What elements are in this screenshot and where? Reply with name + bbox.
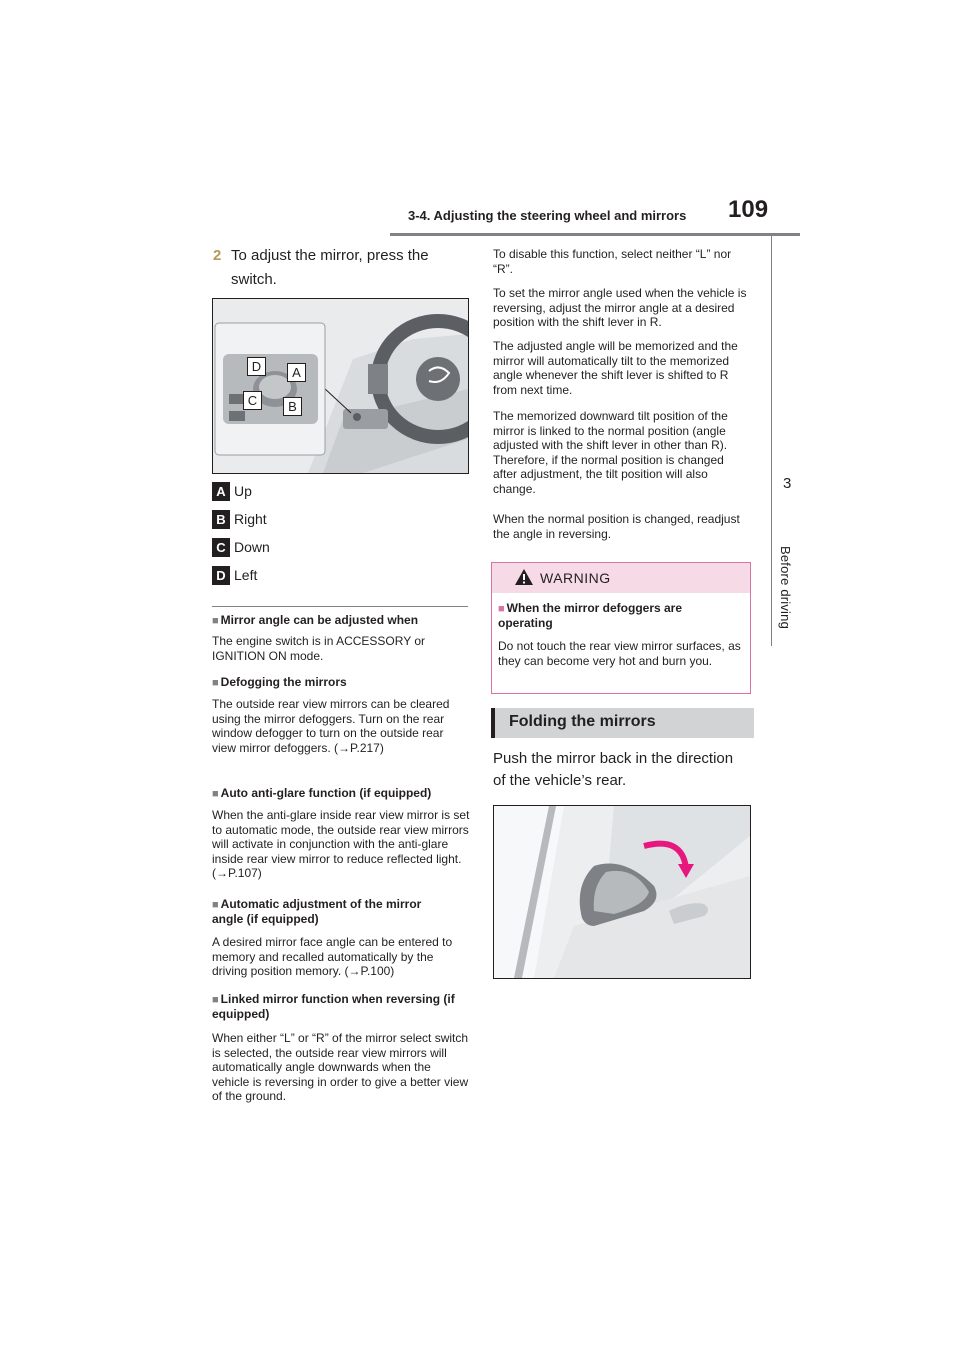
side-tab-divider — [771, 236, 772, 646]
note-title: ■ Defogging the mirrors — [212, 675, 347, 689]
legend-key: D — [212, 566, 230, 585]
page-number: 109 — [728, 196, 769, 223]
legend-label: Left — [234, 567, 258, 583]
warning-header — [492, 563, 750, 593]
paragraph: To set the mirror angle used when the vehicle is reversing, adjust the mirror angle at a desired position with the shift lever in R. — [493, 286, 747, 329]
legend-label: Down — [234, 539, 270, 555]
legend-key: C — [212, 538, 230, 557]
note-title: ■ Mirror angle can be adjusted when — [212, 613, 419, 627]
paragraph: When the normal position is changed, readjust the angle in reversing. — [493, 512, 740, 541]
warning-box — [491, 562, 751, 694]
paragraph: The memorized downward tilt position of the mirror is linked to the normal position (angle adjusted with the shift lever in other than R). Therefore, if the normal position is changed after adjustment, the tilt position will also change. — [493, 409, 728, 496]
folding-mirror-illustration — [494, 806, 750, 978]
note-body: When the anti-glare inside rear view mirror is set to automatic mode, the outside rear view mirrors will activate in conjunction with the anti-glare inside rear view mirror to reduce reflected light. (→P.107) — [212, 808, 470, 880]
notes-divider — [212, 606, 468, 607]
callout-a: A — [287, 363, 306, 382]
step-text: To adjust the mirror, press the switch. — [231, 247, 429, 288]
legend-key: B — [212, 510, 230, 529]
mirror-switch-figure — [212, 298, 469, 474]
legend-key: A — [212, 482, 230, 501]
callout-d: D — [247, 357, 266, 376]
note-body: A desired mirror face angle can be entered to memory and recalled automatically by the driving position memory. (→P.100) — [212, 935, 453, 978]
legend-label: Up — [234, 483, 252, 499]
note-title: ■ Linked mirror function when reversing (if equipped) — [212, 992, 455, 1021]
step-number: 2 — [213, 247, 222, 264]
note-title: ■ Auto anti-glare function (if equipped) — [212, 786, 432, 800]
header-rule — [390, 233, 800, 236]
paragraph: The adjusted angle will be memorized and the mirror will automatically tilt to the memorized angle whenever the shift lever is shifted to R from next time. — [493, 339, 738, 397]
chapter-title: Before driving — [778, 546, 793, 630]
folding-text: Push the mirror back in the direction of the vehicle’s rear. — [493, 750, 734, 789]
callout-c: C — [243, 391, 262, 410]
folding-heading: Folding the mirrors — [491, 708, 754, 738]
mirror-switch-illustration — [213, 299, 468, 473]
chapter-number: 3 — [783, 475, 792, 492]
note-body: The outside rear view mirrors can be cleared using the mirror defoggers. Turn on the rear window defogger to turn on the outside rear view mirror defoggers. (→P.217) — [212, 697, 450, 755]
step-2 — [213, 244, 453, 292]
warning-title: WARNING — [540, 570, 611, 586]
legend-label: Right — [234, 511, 267, 527]
warning-triangle-icon — [514, 568, 534, 586]
callout-b: B — [283, 397, 302, 416]
note-body: The engine switch is in ACCESSORY or IGNITION ON mode. — [212, 634, 425, 663]
folding-mirror-figure — [493, 805, 751, 979]
warning-item-body: Do not touch the rear view mirror surfaces, as they can become very hot and burn you. — [498, 639, 741, 668]
note-title: ■ Automatic adjustment of the mirror angle (if equipped) — [212, 897, 422, 926]
warning-item-title: ■ When the mirror defoggers are operating — [498, 601, 683, 630]
paragraph: To disable this function, select neither “L” nor “R”. — [493, 247, 732, 276]
note-body: When either “L” or “R” of the mirror select switch is selected, the outside rear view mirrors will automatically angle downwards when the vehicle is reversing in order to give a better view of the ground. — [212, 1031, 469, 1103]
section-title: 3-4. Adjusting the steering wheel and mirrors — [408, 208, 687, 223]
